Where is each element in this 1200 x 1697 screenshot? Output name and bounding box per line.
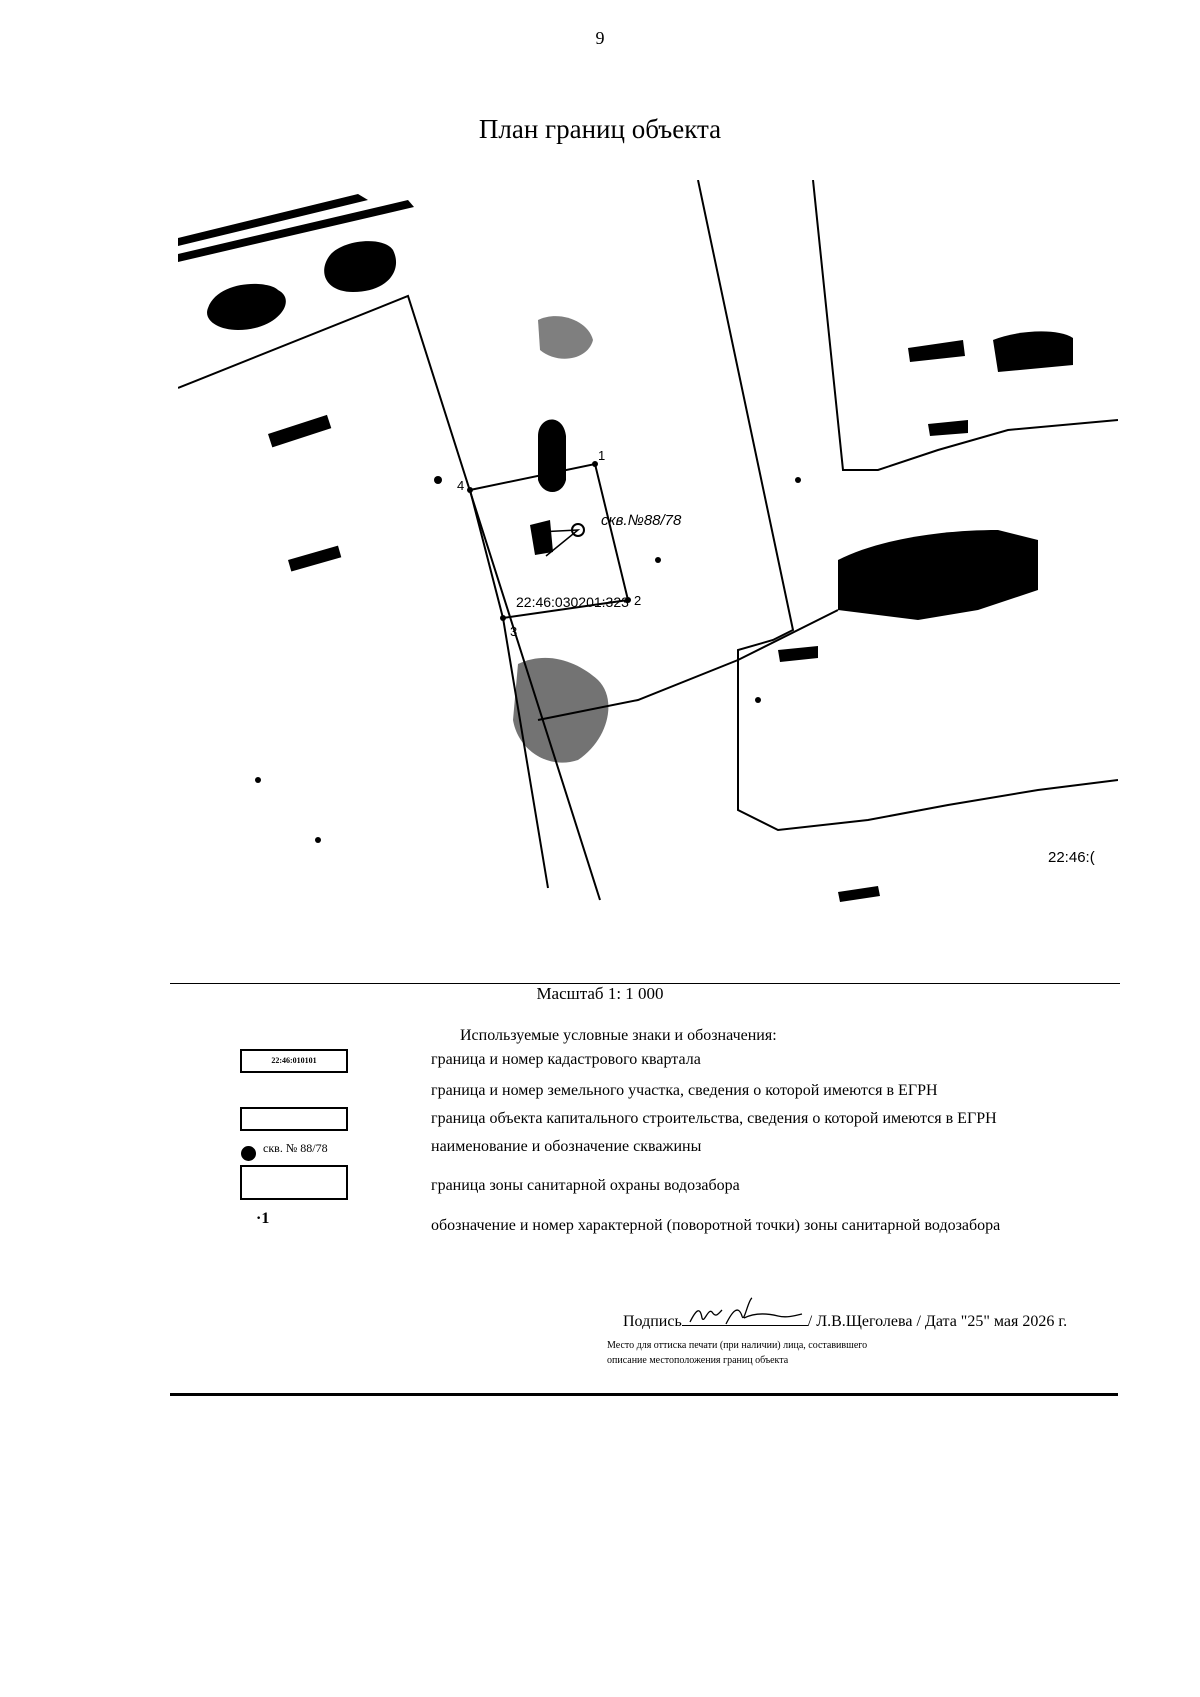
page-title: План границ объекта bbox=[478, 114, 722, 144]
handwritten-signature bbox=[682, 1294, 808, 1330]
signature-text: / Л.В.Щеголева / Дата "25" мая 2026 г. bbox=[807, 1313, 1068, 1330]
stamp-note-line-2: описание местоположения границ объекта bbox=[607, 1355, 789, 1366]
legend-well-icon bbox=[241, 1146, 256, 1161]
stamp-note bbox=[607, 1338, 867, 1368]
well-marker bbox=[530, 520, 584, 556]
map-scale: Масштаб 1: 1 000 bbox=[536, 984, 664, 1003]
legend-item-point: обозначение и номер характерной (поворотной точки) зоны санитарной водозабора bbox=[431, 1217, 1001, 1234]
legend-well-label: скв. № 88/78 bbox=[263, 1141, 328, 1155]
cadastral-map bbox=[178, 180, 1118, 984]
page-number: 9 bbox=[595, 28, 605, 48]
legend-capital-object-symbol bbox=[240, 1107, 348, 1131]
legend-quarter-symbol: 22:46:010101 bbox=[240, 1049, 348, 1073]
legend-item-quarter: граница и номер кадастрового квартала bbox=[431, 1051, 701, 1068]
signature-field bbox=[682, 1324, 808, 1326]
legend-item-parcel: граница и номер земельного участка, сведения о которой имеются в ЕГРН bbox=[431, 1082, 938, 1099]
legend-point-symbol: ·1 bbox=[256, 1210, 270, 1227]
parcel-label: 22:46:030201:323 bbox=[516, 594, 629, 610]
legend-heading: Используемые условные знаки и обозначения: bbox=[460, 1027, 777, 1044]
terrain-texture bbox=[178, 194, 1073, 902]
signature-line bbox=[623, 1313, 1067, 1331]
legend-sanitary-zone-symbol bbox=[240, 1165, 348, 1200]
legend-item-well: наименование и обозначение скважины bbox=[431, 1138, 702, 1155]
point-label-1: 1 bbox=[598, 448, 606, 463]
point-label-4: 4 bbox=[457, 478, 465, 493]
bottom-rule bbox=[170, 1393, 1118, 1396]
legend-item-capital-object: граница объекта капитального строительства, сведения о которой имеются в ЕГРН bbox=[431, 1110, 997, 1127]
well-label: скв.№88/78 bbox=[601, 512, 682, 529]
stamp-note-line-1: Место для оттиска печати (при наличии) лица, составившего bbox=[607, 1340, 868, 1351]
legend-item-sanitary-zone: граница зоны санитарной охраны водозабора bbox=[431, 1177, 740, 1194]
point-label-2: 2 bbox=[634, 593, 642, 608]
point-label-3: 3 bbox=[510, 624, 518, 639]
quarter-label: 22:46:( bbox=[1048, 849, 1095, 866]
signature-prefix: Подпись bbox=[623, 1313, 682, 1330]
